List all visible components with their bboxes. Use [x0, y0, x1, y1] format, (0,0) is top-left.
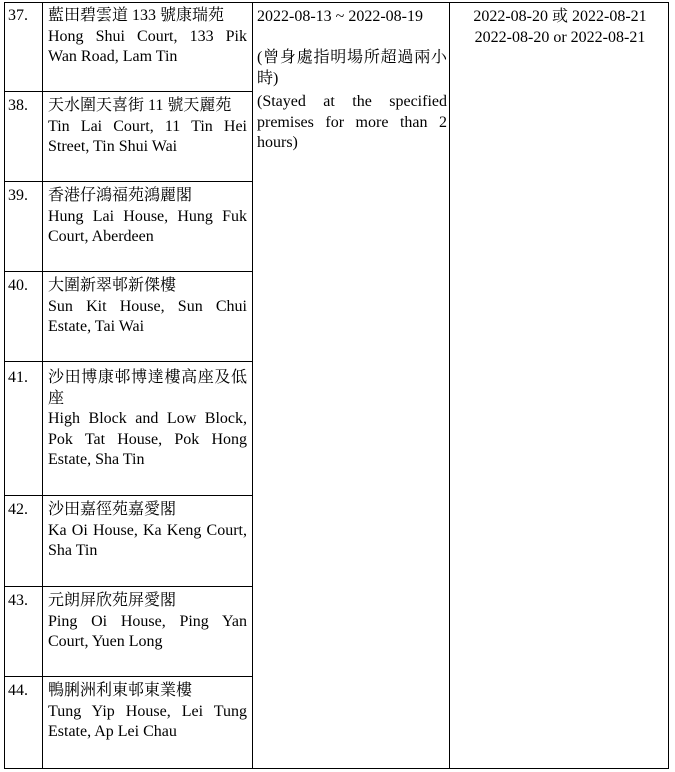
row-number: 41. — [8, 369, 28, 386]
table-border-bottom — [4, 768, 669, 769]
address-zh: 元朗屏欣苑屏愛閣 — [48, 592, 177, 609]
address-cell — [48, 500, 247, 562]
address-zh: 天水圍天喜街 11 號天麗苑 — [48, 97, 232, 114]
row-number: 40. — [8, 277, 28, 294]
address-en: Ping Oi House, Ping Yan Court, Yuen Long — [48, 612, 247, 650]
address-zh: 沙田嘉徑苑嘉愛閣 — [48, 501, 177, 518]
address-cell — [48, 591, 247, 653]
row-number: 37. — [8, 7, 28, 24]
address-zh: 藍田碧雲道 133 號康瑞苑 — [48, 7, 225, 24]
row-divider — [4, 676, 253, 677]
address-en: Sun Kit House, Sun Chui Estate, Tai Wai — [48, 297, 247, 335]
address-cell — [48, 276, 247, 338]
column-divider-note — [449, 2, 450, 769]
column-divider-num — [42, 2, 43, 769]
row-number: 38. — [8, 97, 28, 114]
address-en: Tung Yip House, Lei Tung Estate, Ap Lei Chau — [48, 702, 247, 740]
address-en: Tin Lai Court, 11 Tin Hei Street, Tin Shui Wai — [48, 117, 247, 155]
row-number: 42. — [8, 501, 28, 518]
row-divider — [4, 181, 253, 182]
row-divider — [4, 271, 253, 272]
column-divider-address — [252, 2, 253, 769]
visit-note-zh: (曾身處指明場所超過兩小時) — [257, 49, 447, 87]
address-en: Hung Lai House, Hung Fuk Court, Aberdeen — [48, 207, 247, 245]
row-divider — [4, 586, 253, 587]
address-zh: 大圍新翠邨新傑樓 — [48, 277, 177, 294]
row-divider — [4, 91, 253, 92]
address-cell — [48, 6, 247, 68]
test-date-en: 2022-08-20 or 2022-08-21 — [474, 29, 646, 46]
address-zh: 鴨脷洲利東邨東業樓 — [48, 682, 193, 699]
address-cell — [48, 681, 247, 743]
table-border-left — [4, 2, 5, 769]
test-date-zh: 2022-08-20 或 2022-08-21 — [473, 8, 647, 25]
row-number: 43. — [8, 592, 28, 609]
table-border-top — [4, 2, 669, 3]
address-cell — [48, 368, 247, 471]
visit-note-en: (Stayed at the specified premises for more than 2 hours) — [257, 93, 447, 151]
address-cell — [48, 186, 247, 248]
row-number: 44. — [8, 682, 28, 699]
row-divider — [4, 361, 253, 362]
address-zh: 沙田博康邨博達樓高座及低座 — [48, 369, 247, 407]
visit-date-range: 2022-08-13 ~ 2022-08-19 — [257, 8, 423, 25]
address-en: Hong Shui Court, 133 Pik Wan Road, Lam Tin — [48, 27, 247, 65]
address-en: Ka Oi House, Ka Keng Court, Sha Tin — [48, 521, 247, 559]
address-en: High Block and Low Block, Pok Tat House, Pok Hong Estate, Sha Tin — [48, 410, 247, 468]
row-divider — [4, 495, 253, 496]
table-border-right — [668, 2, 669, 769]
row-number: 39. — [8, 187, 28, 204]
address-zh: 香港仔鴻福苑鴻麗閣 — [48, 187, 193, 204]
address-cell — [48, 96, 247, 158]
